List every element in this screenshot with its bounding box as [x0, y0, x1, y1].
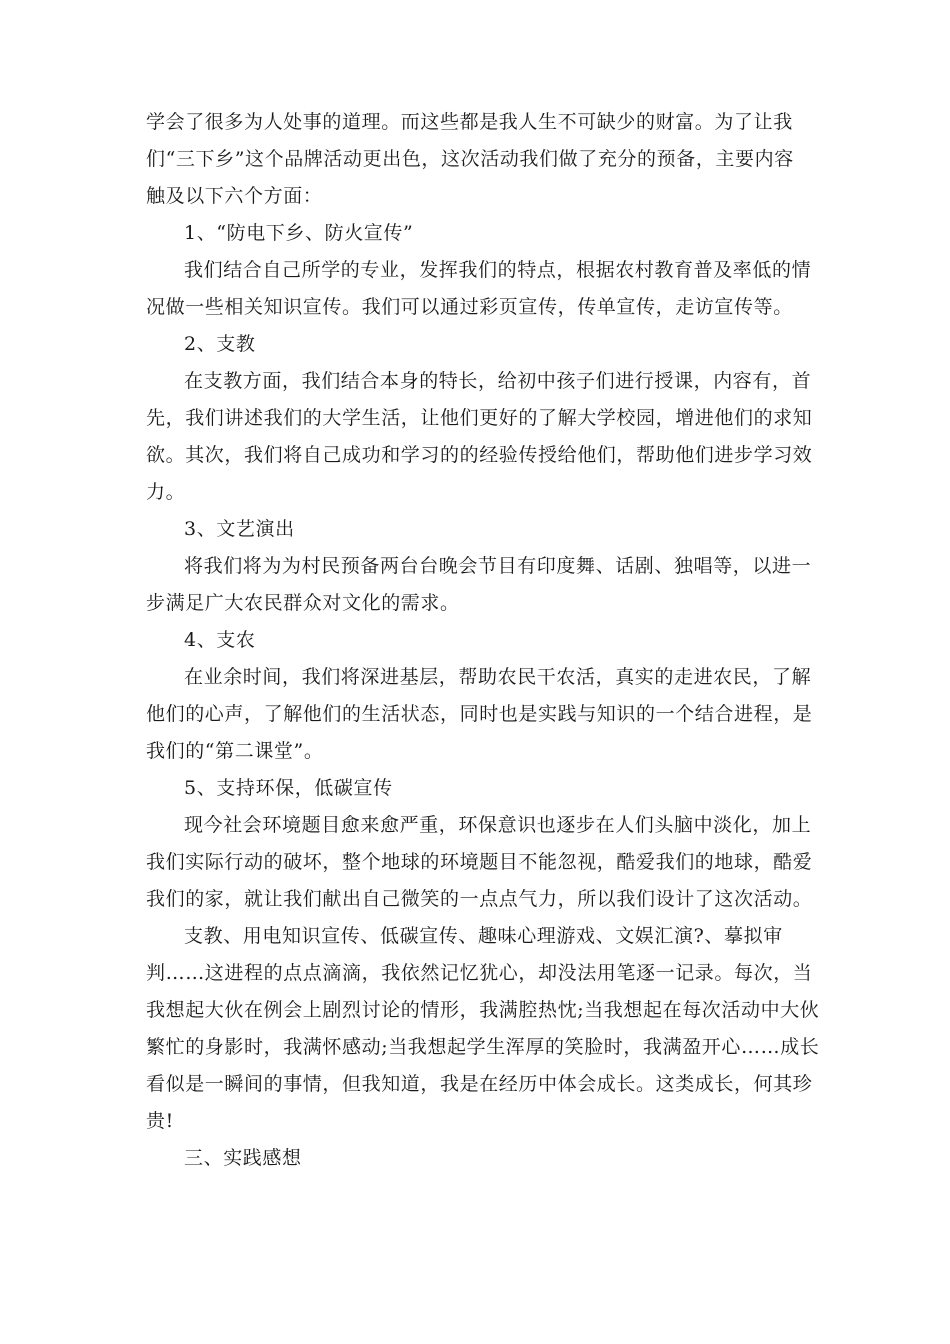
text-line: 现今社会环境题目愈来愈严重，环保意识也逐步在人们头脑中淡化，加上	[184, 814, 812, 836]
section-heading: 1、“防电下乡、防火宣传”	[184, 222, 414, 244]
text-line: 先，我们讲述我们的大学生活，让他们更好的了解大学校园，增进他们的求知	[146, 407, 813, 429]
text-line: 繁忙的身影时，我满怀感动;当我想起学生浑厚的笑脸时，我满盈开心……成长	[146, 1036, 820, 1058]
section-heading: 2、支教	[184, 333, 256, 355]
text-line: 判……这进程的点点滴滴，我依然记忆犹心，却没法用笔逐一记录。每次，当	[146, 962, 813, 984]
text-line: 看似是一瞬间的事情，但我知道，我是在经历中体会成长。这类成长，何其珍	[146, 1073, 813, 1095]
text-line: 我们实际行动的破坏，整个地球的环境题目不能忽视，酷爱我们的地球，酷爱	[146, 851, 813, 873]
text-line: 力。	[146, 481, 186, 503]
text-line: 在支教方面，我们结合本身的特长，给初中孩子们进行授课，内容有，首	[184, 370, 812, 392]
text-line: 况做一些相关知识宣传。我们可以通过彩页宣传，传单宣传，走访宣传等。	[146, 296, 793, 318]
section-heading: 三、实践感想	[184, 1147, 302, 1169]
text-line: 他们的心声，了解他们的生活状态，同时也是实践与知识的一个结合进程，是	[146, 703, 813, 725]
text-line: 将我们将为为村民预备两台台晚会节目有印度舞、话剧、独唱等，以进一	[184, 555, 812, 577]
text-line: 我们结合自己所学的专业，发挥我们的特点，根据农村教育普及率低的情	[184, 259, 812, 281]
text-line: 们“三下乡”这个品牌活动更出色，这次活动我们做了充分的预备，主要内容	[146, 148, 794, 170]
text-line: 触及以下六个方面：	[146, 185, 323, 207]
text-line: 在业余时间，我们将深进基层，帮助农民干农活，真实的走进农民，了解	[184, 666, 812, 688]
section-heading: 4、支农	[184, 629, 256, 651]
text-line: 学会了很多为人处事的道理。而这些都是我人生不可缺少的财富。为了让我	[146, 111, 793, 133]
text-line: 我们的家，就让我们献出自己微笑的一点点气力，所以我们设计了这次活动。	[146, 888, 813, 910]
text-line: 步满足广大农民群众对文化的需求。	[146, 592, 460, 614]
text-line: 支教、用电知识宣传、低碳宣传、趣味心理游戏、文娱汇演?、摹拟审	[184, 925, 783, 947]
text-line: 我们的“第二课堂”。	[146, 740, 324, 762]
section-heading: 3、文艺演出	[184, 518, 295, 540]
text-line: 欲。其次，我们将自己成功和学习的的经验传授给他们，帮助他们进步学习效	[146, 444, 813, 466]
text-line: 我想起大伙在例会上剧烈讨论的情形，我满腔热忱;当我想起在每次活动中大伙	[146, 999, 820, 1021]
section-heading: 5、支持环保，低碳宣传	[184, 777, 393, 799]
text-line: 贵!	[146, 1110, 174, 1132]
